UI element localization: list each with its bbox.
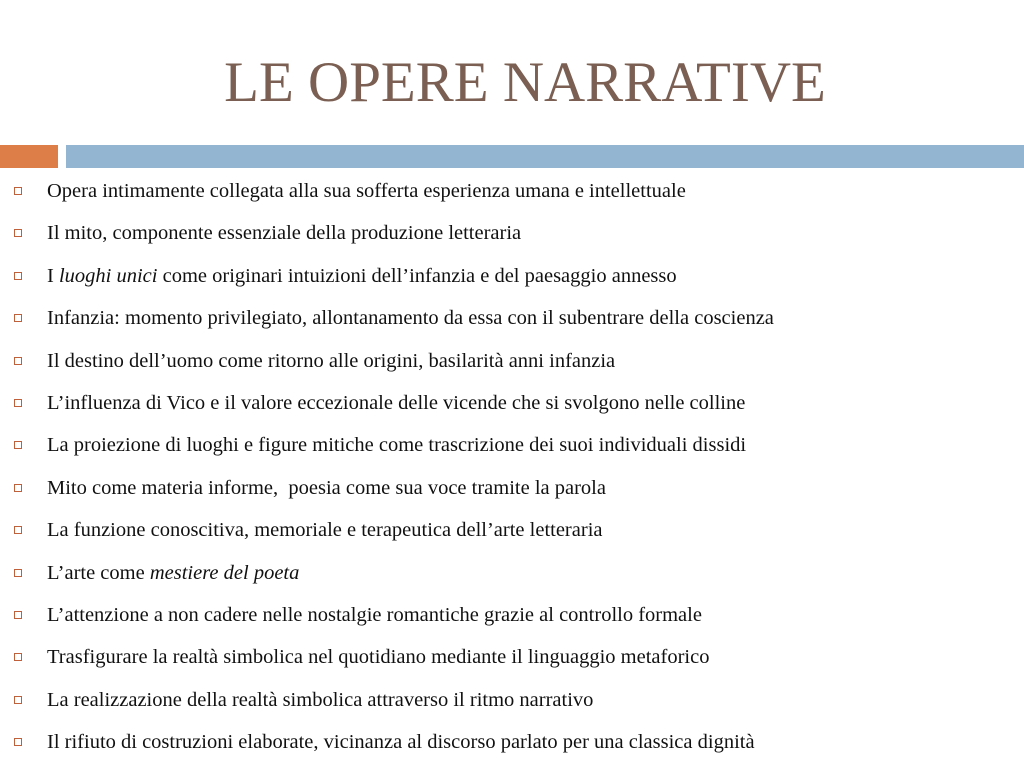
bullet-item	[0, 679, 1024, 721]
bullet-text: La realizzazione della realtà simbolica attraverso il ritmo narrativo	[47, 688, 594, 711]
square-bullet-icon	[14, 696, 22, 704]
bullet-text: L’attenzione a non cadere nelle nostalgie romantiche grazie al controllo formale	[47, 603, 702, 626]
square-bullet-icon	[14, 569, 22, 577]
square-bullet-icon	[14, 611, 22, 619]
bullet-text: Il destino dell’uomo come ritorno alle origini, basilarità anni infanzia	[47, 349, 616, 372]
bullet-item	[0, 212, 1024, 254]
bullet-item	[0, 721, 1024, 763]
bullet-item	[0, 636, 1024, 678]
bullet-text-pre: I	[47, 264, 59, 287]
bullet-text-pre: L’arte come	[47, 561, 150, 584]
bullet-text: Trasfigurare la realtà simbolica nel quotidiano mediante il linguaggio metaforico	[47, 646, 710, 669]
square-bullet-icon	[14, 314, 22, 322]
square-bullet-icon	[14, 357, 22, 365]
bullet-item	[0, 340, 1024, 382]
bullet-text: L’influenza di Vico e il valore eccezionale delle vicende che si svolgono nelle colline	[47, 391, 746, 414]
bullet-text: Il rifiuto di costruzioni elaborate, vicinanza al discorso parlato per una classica dignità	[47, 731, 755, 754]
bullet-item	[0, 297, 1024, 339]
bullet-item	[0, 594, 1024, 636]
square-bullet-icon	[14, 653, 22, 661]
accent-bar-blue	[66, 145, 1024, 168]
bullet-item	[0, 467, 1024, 509]
square-bullet-icon	[14, 229, 22, 237]
bullet-list	[0, 170, 1024, 763]
bullet-item	[0, 552, 1024, 594]
square-bullet-icon	[14, 399, 22, 407]
square-bullet-icon	[14, 272, 22, 280]
bullet-text: Mito come materia informe, poesia come sua voce tramite la parola	[47, 476, 606, 499]
bullet-text: La funzione conoscitiva, memoriale e terapeutica dell’arte letteraria	[47, 519, 603, 542]
square-bullet-icon	[14, 187, 22, 195]
square-bullet-icon	[14, 738, 22, 746]
bullet-text: Opera intimamente collegata alla sua sofferta esperienza umana e intellettuale	[47, 180, 686, 202]
bullet-text: Il mito, componente essenziale della produzione letteraria	[47, 222, 522, 245]
bullet-text-italic: mestiere del poeta	[149, 561, 300, 584]
bullet-item	[0, 170, 1024, 212]
slide-title: LE OPERE NARRATIVE	[224, 51, 826, 114]
bullet-item	[0, 255, 1024, 297]
bullet-text-post: come originari intuizioni dell’infanzia e del paesaggio annesso	[157, 264, 677, 287]
square-bullet-icon	[14, 484, 22, 492]
bullet-text-italic: luoghi unici	[58, 264, 158, 287]
square-bullet-icon	[14, 526, 22, 534]
bullet-text: La proiezione di luoghi e figure mitiche come trascrizione dei suoi individuali dissidi	[47, 434, 747, 457]
square-bullet-icon	[14, 441, 22, 449]
bullet-item	[0, 382, 1024, 424]
bullet-text	[47, 255, 677, 297]
bullet-item	[0, 424, 1024, 466]
bullet-item	[0, 509, 1024, 551]
bullet-text	[47, 552, 299, 594]
bullet-text: Infanzia: momento privilegiato, allontanamento da essa con il subentrare della coscienza	[47, 307, 774, 330]
accent-bar-orange	[0, 145, 58, 168]
